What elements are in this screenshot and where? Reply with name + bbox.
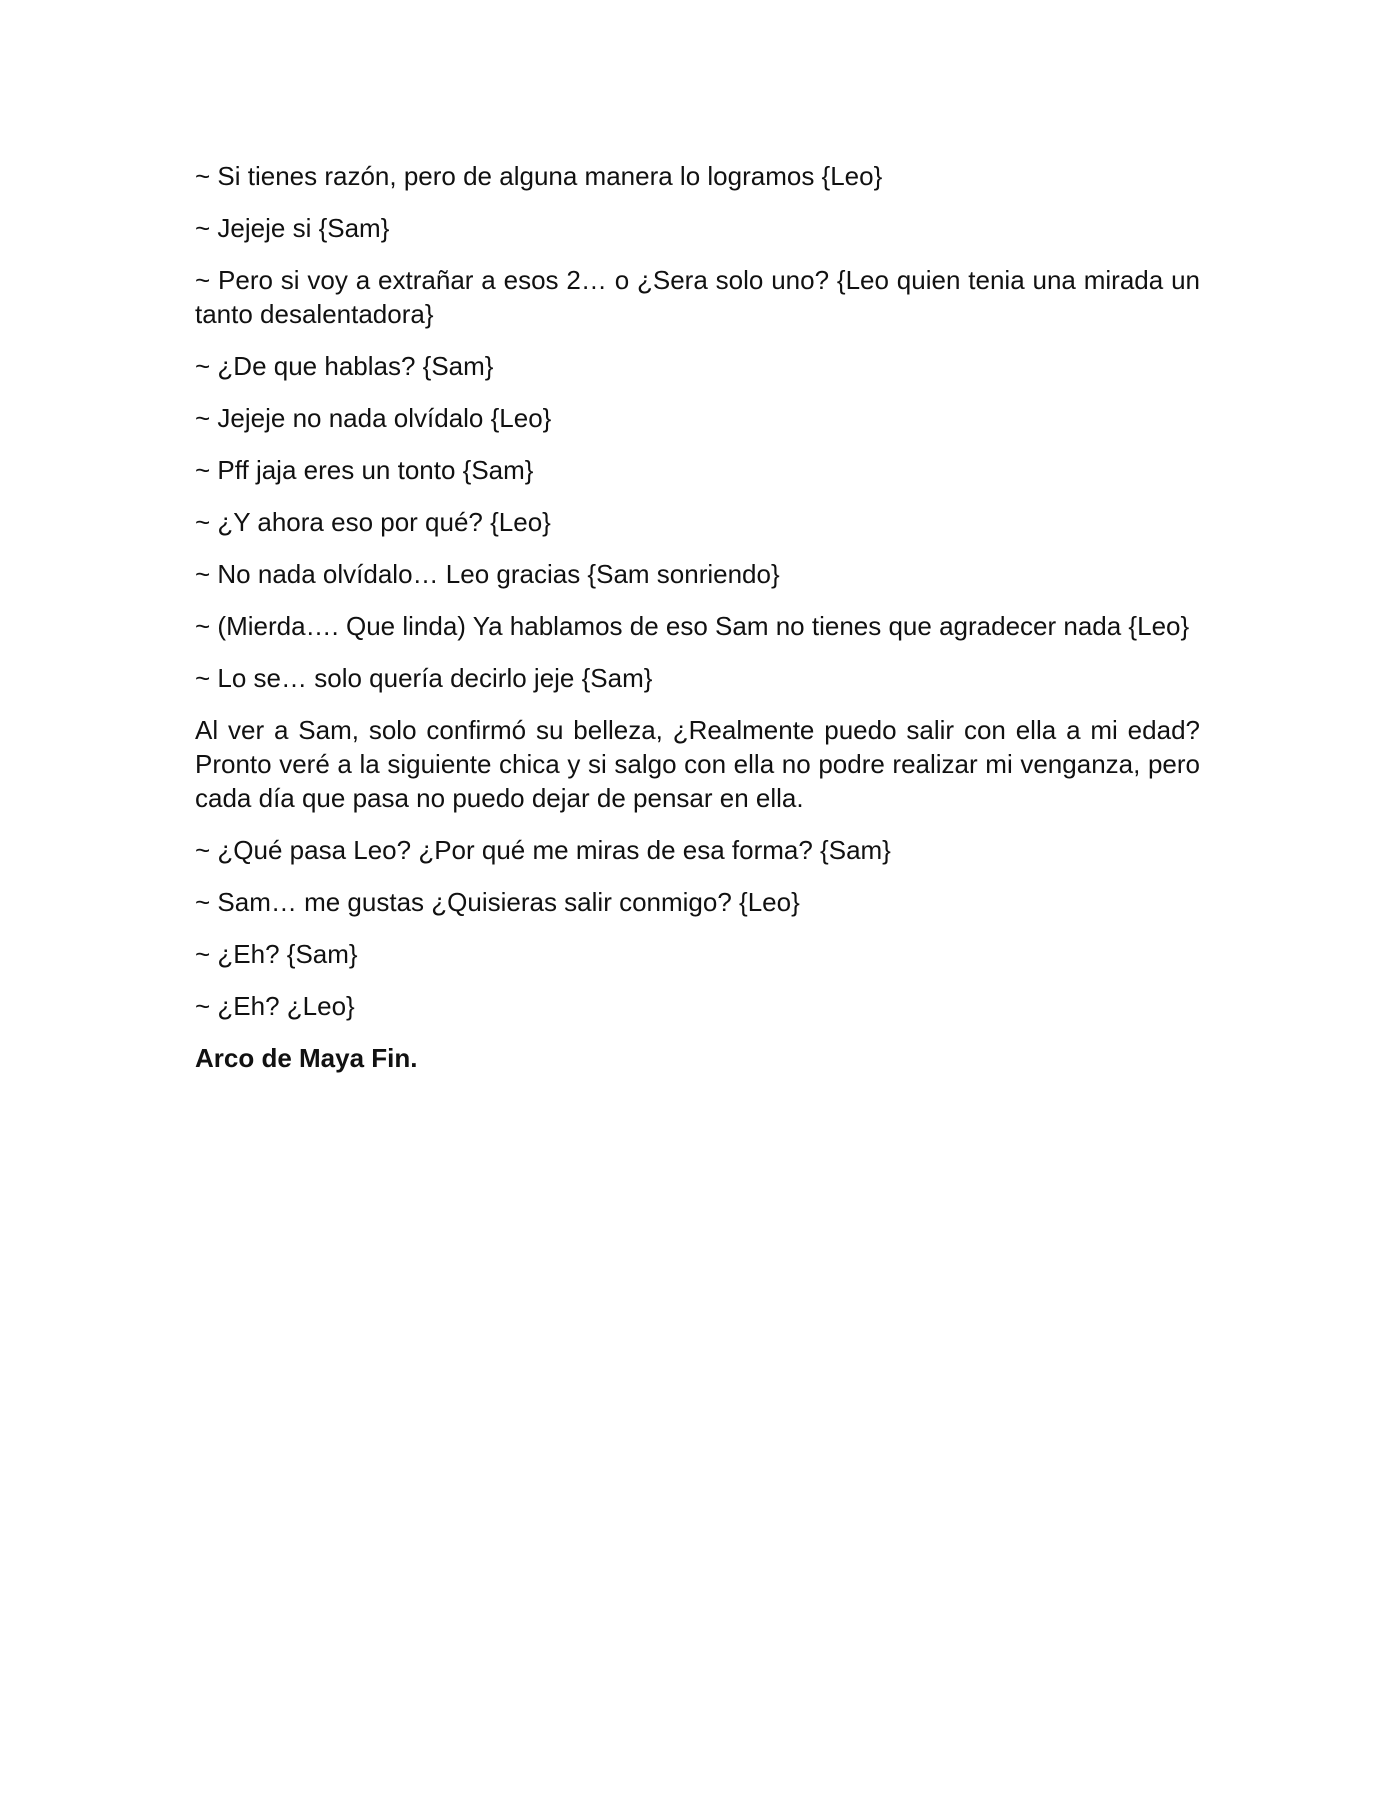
dialogue-line: ~ Pff jaja eres un tonto {Sam} (195, 455, 534, 485)
dialogue-line: ~ Si tienes razón, pero de alguna manera lo logramos {Leo} (195, 161, 883, 191)
document-body (195, 159, 1200, 1093)
dialogue-line: ~ Lo se… solo quería decirlo jeje {Sam} (195, 663, 653, 693)
dialogue-line: ~ Jejeje si {Sam} (195, 213, 390, 243)
dialogue-line: ~ (Mierda…. Que linda) Ya hablamos de eso Sam no tienes que agradecer nada {Leo} (195, 611, 1190, 641)
dialogue-line: ~ ¿Qué pasa Leo? ¿Por qué me miras de esa forma? {Sam} (195, 835, 891, 865)
dialogue-line: ~ ¿De que hablas? {Sam} (195, 351, 494, 381)
narration-paragraph: Al ver a Sam, solo confirmó su belleza, ¿Realmente puedo salir con ella a mi edad? Pronto veré a la siguiente chica y si salgo con ella no podre realizar mi venganza, pero cada día que pasa no puedo dejar de pensar en ella. (195, 715, 1200, 813)
dialogue-line: ~ ¿Y ahora eso por qué? {Leo} (195, 507, 551, 537)
dialogue-line: ~ No nada olvídalo… Leo gracias {Sam sonriendo} (195, 559, 780, 589)
dialogue-line: ~ ¿Eh? ¿Leo} (195, 991, 355, 1021)
dialogue-line: ~ Jejeje no nada olvídalo {Leo} (195, 403, 552, 433)
arc-end-heading: Arco de Maya Fin. (195, 1043, 418, 1073)
dialogue-line: ~ Sam… me gustas ¿Quisieras salir conmigo? {Leo} (195, 887, 800, 917)
dialogue-line: ~ Pero si voy a extrañar a esos 2… o ¿Sera solo uno? {Leo quien tenia una mirada un tanto desalentadora} (195, 265, 1200, 329)
dialogue-line: ~ ¿Eh? {Sam} (195, 939, 358, 969)
